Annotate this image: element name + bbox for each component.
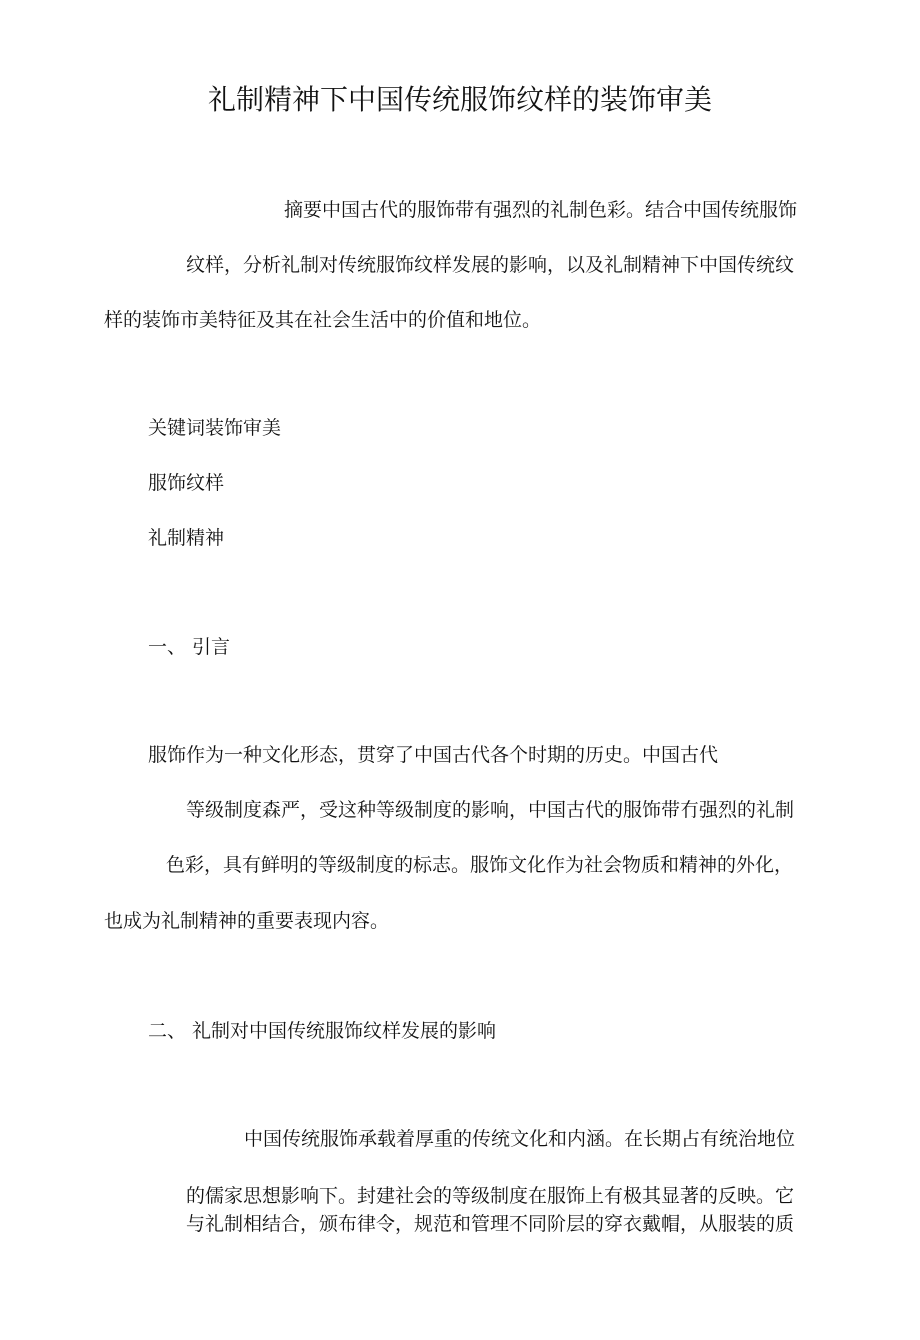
keyword-3: 礼制精神 (148, 527, 225, 549)
keyword-1: 关键词装饰审美 (148, 417, 282, 439)
abstract-line-3: 样的装饰市美特征及其在社会生活中的价值和地位。 (104, 309, 542, 331)
section-1-line-1: 服饰作为一种文化形态，贯穿了中国古代各个时期的历史。中国古代 (148, 744, 719, 766)
section-1-line-4: 也成为礼制精神的重要表现内容。 (104, 910, 390, 932)
section-2-line-2: 的儒家思想影响下。封建社会的等级制度在服饰上有极其显著的反映。它 (186, 1185, 795, 1207)
section-2-line-1: 中国传统服饰承载着厚重的传统文化和内涵。在长期占有统治地位 (244, 1128, 796, 1150)
section-2-heading: 二、 礼制对中国传统服饰纹样发展的影响 (148, 1020, 497, 1042)
section-1-heading: 一、 引言 (148, 636, 231, 658)
section-2-line-3: 与礼制相结合，颁布律令，规范和管理不同阶层的穿衣戴帽，从服装的质 (186, 1213, 795, 1235)
abstract-line-2: 纹样，分析礼制对传统服饰纹样发展的影响，以及礼制精神下中国传统纹 (186, 254, 795, 276)
abstract-line-1: 摘要中国古代的服饰带有强烈的礼制色彩。结合中国传统服饰 (284, 199, 798, 221)
section-1-line-2: 等级制度森严，受这种等级制度的影响，中国古代的服饰带冇强烈的礼制 (186, 799, 795, 821)
document-title: 礼制精神下中国传统服饰纹样的装饰审美 (207, 83, 712, 116)
keyword-2: 服饰纹样 (148, 472, 225, 494)
section-1-line-3: 色彩，具有鲜明的等级制度的标志。服饰文化作为社会物质和精神的外化， (166, 854, 794, 876)
